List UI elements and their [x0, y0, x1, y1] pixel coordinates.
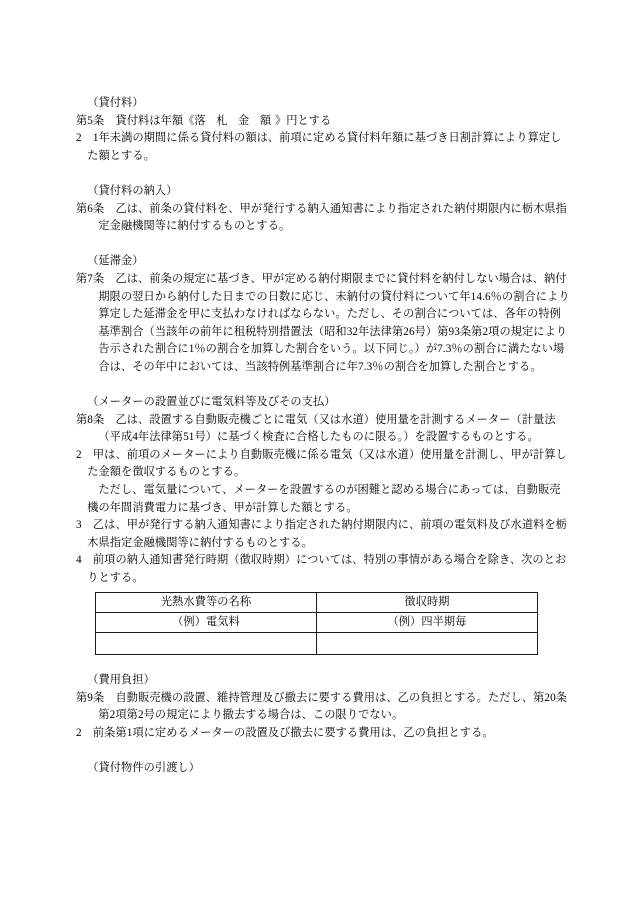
spacer — [76, 165, 570, 183]
spacer — [76, 236, 570, 254]
article-5-item-2-marker: 2 — [76, 132, 82, 145]
article-5-label: 第5条 — [76, 114, 105, 127]
article-9-item-2 — [76, 725, 570, 743]
article-5-text-before: 貸付料は年額 — [115, 114, 184, 127]
section-heading-article-9: （費用負担） — [87, 674, 155, 687]
table-header-utility-name: 光熱水費等の名称 — [96, 592, 317, 612]
article-9-text: 自動販売機の設置、維持管理及び撤去に要する費用は、乙の負担とする。ただし、第20条第2項第2号の規定により撤去する場合は、この限りでない。 — [98, 691, 568, 722]
article-5-text-after: 円とする — [286, 114, 332, 127]
table-cell-collection-period: （例）四半期毎 — [317, 612, 538, 632]
spacer — [76, 743, 570, 761]
fee-collection-schedule-table — [95, 592, 538, 655]
article-8-item-2-proviso — [76, 482, 570, 517]
section-heading-article-10: （貸付物件の引渡し） — [87, 762, 201, 775]
table-row — [96, 632, 538, 654]
article-8-label: 第8条 — [76, 413, 105, 426]
table-header-collection-period: 徴収時期 — [317, 592, 538, 612]
article-5-bracket-close: 》 — [275, 114, 287, 127]
article-7-text: 乙は、前条の規定に基づき、甲が定める納付期限までに貸付料を納付しない場合は、納付期限の翌日から納付した日までの日数に応じ、未納付の貸付料について年14.6％の割合により算定した延滞金を甲に支払わなければならない。ただし、その割合については、各年の特例基準割合（当該年の前年に租税特別措置法（昭和32年法律第26号）第93条第2項の規定により告示された割合に1％の割合を加算した割合をいう。以下同じ。）が7.3％の割合に満たない場合は、その年中においては、当該特例基準割合に年7.3％の割合を加算した割合とする。 — [98, 272, 570, 373]
article-5-bid-amount-placeholder: 落 札 金 額 — [194, 114, 275, 127]
article-8-item-2-proviso-text: ただし、電気量について、メーターを設置するのが困難と認める場合にあっては、自動販売機の年間消費電力に基づき、甲が計算した額とする。 — [87, 484, 561, 514]
article-8-item-3 — [76, 517, 570, 552]
table-cell-utility-name: （例）電気料 — [96, 612, 317, 632]
article-8-paragraph-1 — [76, 412, 570, 447]
table-header-row — [96, 592, 538, 612]
section-heading-article-6: （貸付料の納入） — [87, 184, 178, 197]
spacer — [76, 655, 570, 673]
table-cell-collection-period-blank — [317, 632, 538, 654]
article-8-item-2-text: 甲は、前項のメーターにより自動販売機に係る電気（又は水道）使用量を計測し、甲が計算した金額を徴収するものとする。 — [87, 448, 567, 479]
article-7-label: 第7条 — [76, 272, 105, 285]
article-7-paragraph-1 — [76, 271, 570, 377]
article-8-item-2 — [76, 447, 570, 482]
article-8-item-4-text: 前項の納入通知書発行時期（徴収時期）については、特別の事情がある場合を除き、次のとおりとする。 — [87, 554, 567, 585]
table-cell-utility-name-blank — [96, 632, 317, 654]
section-heading-article-7: （延滞金） — [87, 255, 144, 268]
article-5-paragraph-1 — [76, 113, 570, 131]
article-8-item-3-text: 乙は、甲が発行する納入通知書により指定された納付期限内に、前項の電気料及び水道料を栃木県指定金融機関等に納付するものとする。 — [87, 519, 567, 549]
article-8-item-2-marker: 2 — [76, 448, 82, 461]
article-6-paragraph-1 — [76, 201, 570, 236]
article-5-bracket-open: 《 — [183, 114, 195, 127]
document-body — [76, 95, 570, 778]
article-8-item-4 — [76, 552, 570, 587]
article-9-label: 第9条 — [76, 691, 105, 704]
article-5-item-2-text: 1年未満の期間に係る貸付料の額は、前項に定める貸付料年額に基づき日割計算により算定した額とする。 — [87, 132, 562, 162]
article-8-item-3-marker: 3 — [76, 519, 82, 532]
article-9-paragraph-1 — [76, 690, 570, 725]
section-heading-article-8: （メーターの設置並びに電気料等及びその支払） — [87, 396, 336, 409]
article-8-text: 乙は、設置する自動販売機ごとに電気（又は水道）使用量を計測するメーター（計量法（平成4年法律第51号）に基づく検査に合格したものに限る。）を設置するものとする。 — [98, 413, 556, 444]
fee-table-wrapper — [95, 592, 570, 655]
article-5-item-2 — [76, 130, 570, 165]
article-9-item-2-marker: 2 — [76, 727, 82, 739]
section-heading-article-5: （貸付料） — [87, 97, 144, 109]
table-row — [96, 612, 538, 632]
article-8-item-4-marker: 4 — [76, 554, 82, 567]
spacer — [76, 377, 570, 395]
article-9-item-2-text: 前条第1項に定めるメーターの設置及び撤去に要する費用は、乙の負担とする。 — [92, 727, 494, 739]
article-6-label: 第6条 — [76, 202, 105, 215]
article-6-text: 乙は、前条の貸付料を、甲が発行する納入通知書により指定された納付期限内に栃木県指定金融機関等に納付するものとする。 — [98, 202, 567, 233]
